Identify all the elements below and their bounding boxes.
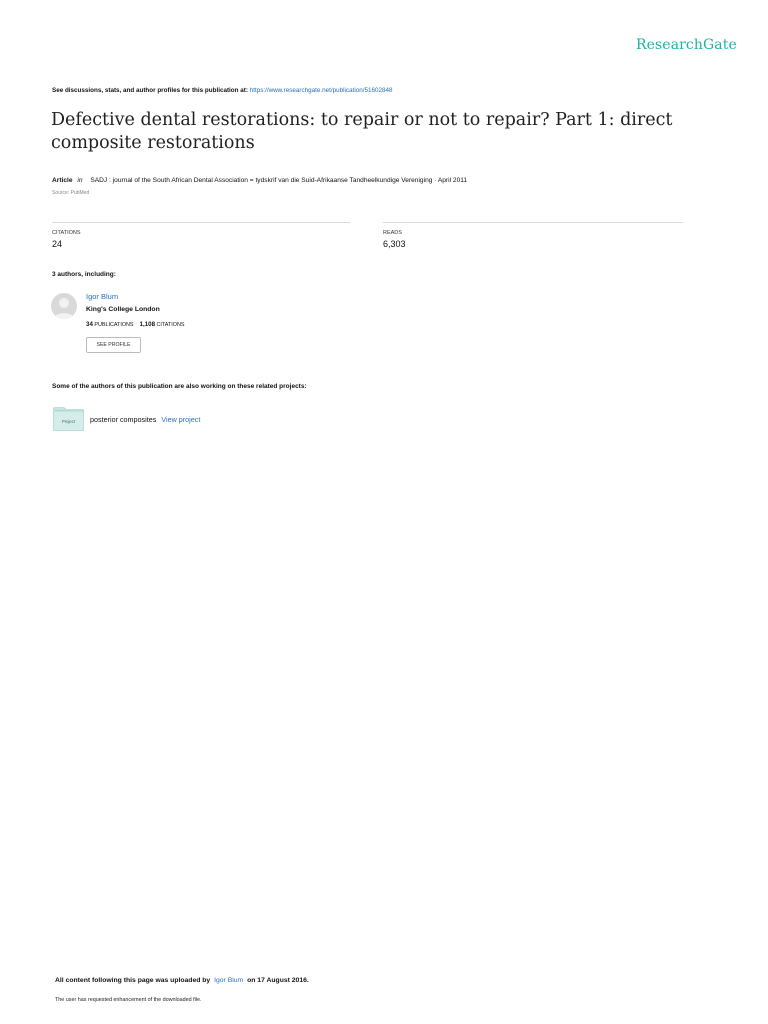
- avatar-silhouette-icon: [51, 293, 77, 319]
- reads-label: READS: [383, 230, 402, 236]
- researchgate-logo[interactable]: ResearchGate: [636, 37, 737, 53]
- enhancement-note: The user has requested enhancement of the downloaded file.: [55, 997, 202, 1003]
- author-publications-count: 34: [86, 321, 93, 328]
- authors-heading: 3 authors, including:: [52, 271, 116, 278]
- publication-url-link[interactable]: https://www.researchgate.net/publication/51602848: [249, 87, 393, 94]
- publication-source: Source: PubMed: [52, 190, 90, 196]
- publication-meta: [52, 177, 467, 184]
- user-avatar-placeholder-icon[interactable]: [51, 293, 77, 319]
- author-name-link[interactable]: Igor Blum: [86, 292, 119, 301]
- view-project-link[interactable]: View project: [161, 415, 201, 424]
- related-projects-heading: Some of the authors of this publication are also working on these related projects:: [52, 383, 307, 390]
- project-row: [90, 415, 200, 424]
- upload-info: [55, 977, 309, 984]
- author-institution: King's College London: [86, 306, 160, 313]
- folder-icon-label: Project: [61, 419, 76, 424]
- citations-value: 24: [52, 239, 63, 249]
- folder-icon[interactable]: [53, 407, 84, 431]
- citations-divider: [52, 222, 350, 223]
- in-label: in: [77, 177, 83, 184]
- project-name: posterior composites: [90, 415, 157, 424]
- author-citations-count: 1,108: [139, 321, 156, 328]
- publication-link-line: [52, 87, 393, 94]
- upload-suffix: on 17 August 2016.: [247, 977, 309, 984]
- publication-title: Defective dental restorations: to repair or not to repair? Part 1: direct composite restorations: [51, 110, 673, 153]
- see-discussions-text: See discussions, stats, and author profiles for this publication at:: [52, 87, 248, 94]
- reads-value: 6,303: [383, 239, 406, 249]
- citations-label: CITATIONS: [52, 230, 81, 236]
- journal-and-date: SADJ : journal of the South African Dental Association = tydskrif van die Suid-Afrikaanse Tandheelkundige Vereniging · April 2011: [90, 177, 468, 184]
- uploader-link[interactable]: Igor Blum: [214, 977, 244, 984]
- author-publications-label: PUBLICATIONS: [94, 322, 134, 328]
- author-stats: [86, 321, 184, 328]
- author-citations-label: CITATIONS: [156, 322, 185, 328]
- upload-prefix: All content following this page was uploaded by: [55, 977, 211, 984]
- reads-divider: [383, 222, 683, 223]
- see-profile-button[interactable]: SEE PROFILE: [86, 337, 141, 353]
- publication-type: Article: [52, 177, 73, 184]
